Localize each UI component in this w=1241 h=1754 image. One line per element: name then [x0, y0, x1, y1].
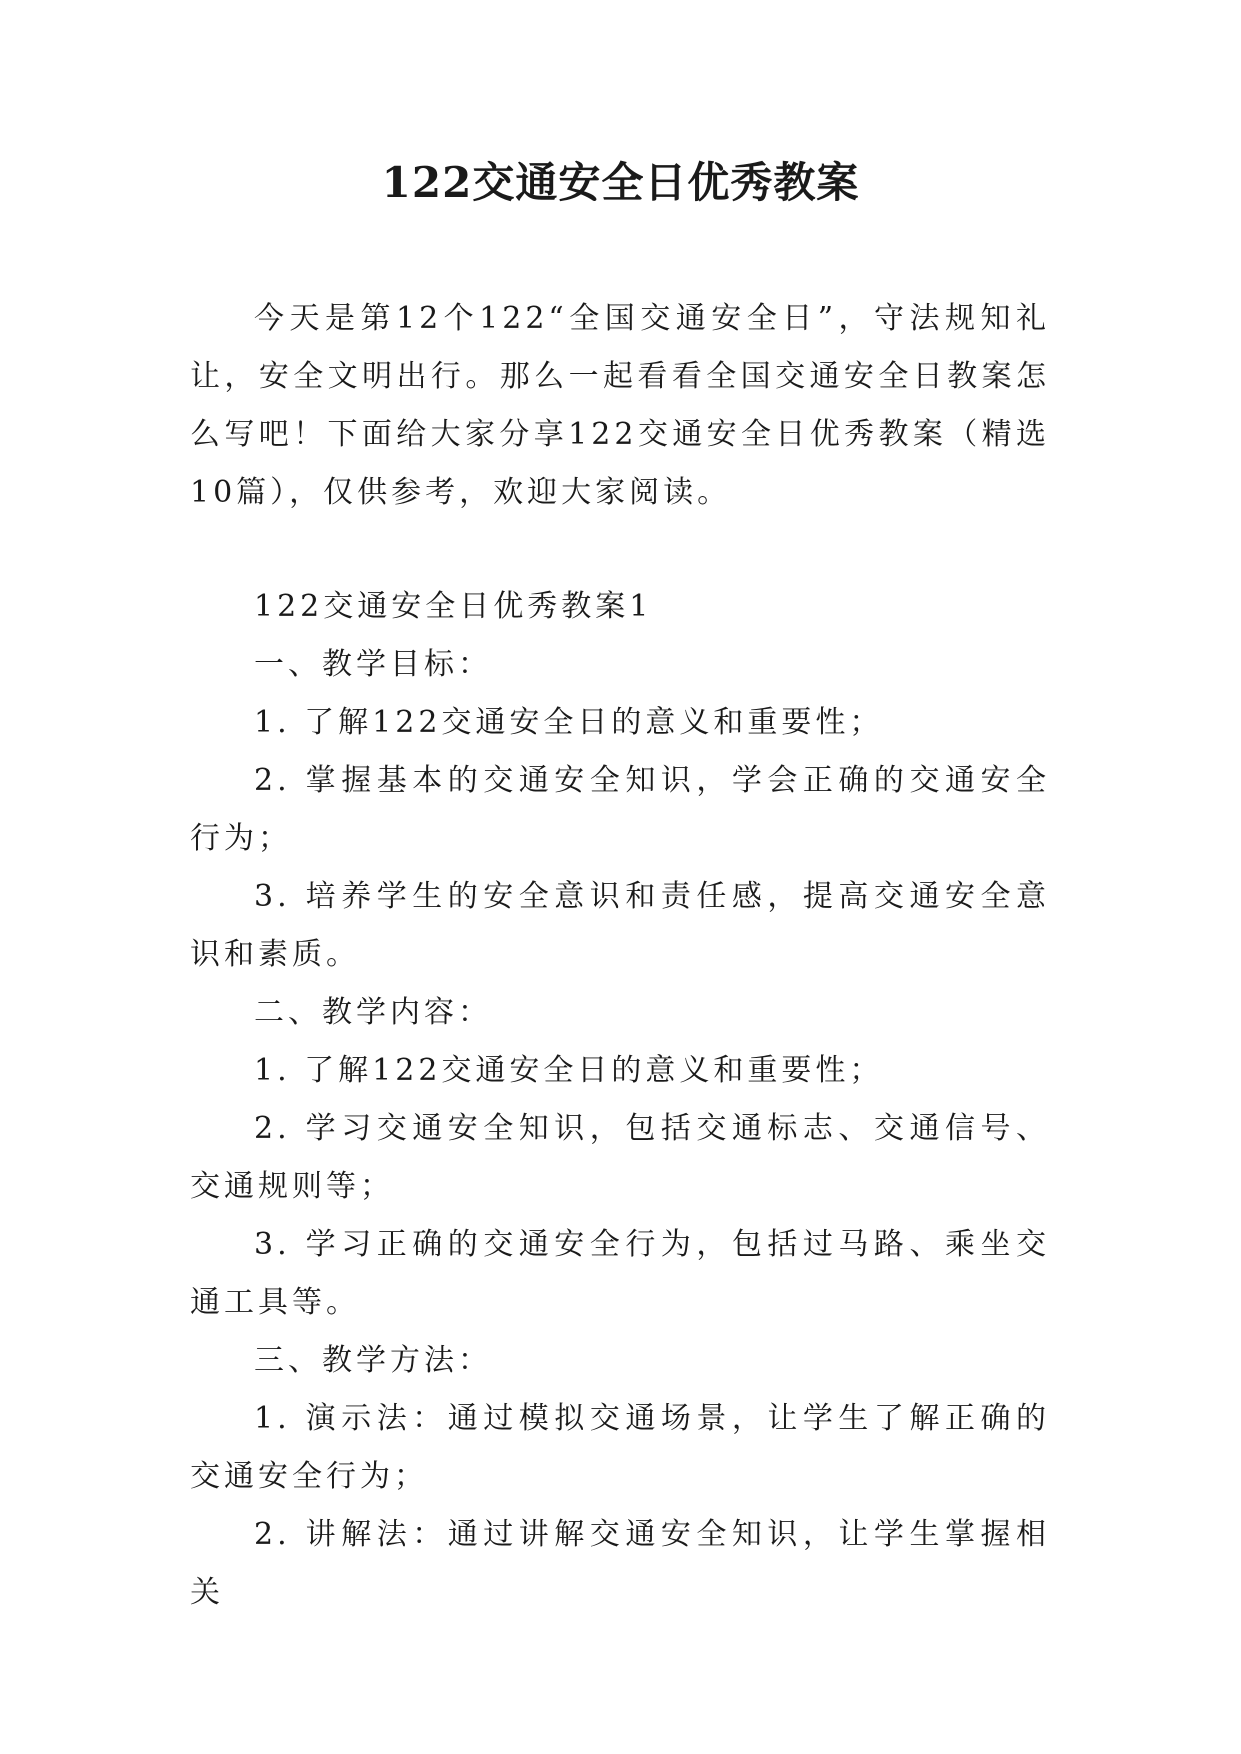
document-body	[190, 578, 1050, 1622]
list-item: 1. 了解122交通安全日的意义和重要性；	[254, 1053, 884, 1088]
list-item: 2. 讲解法：通过讲解交通安全知识，让学生掌握相关	[190, 1517, 1050, 1610]
list-item: 1. 演示法：通过模拟交通场景，让学生了解正确的交通安全行为；	[190, 1401, 1050, 1494]
subsection-heading: 一、教学目标：	[254, 647, 492, 682]
intro-paragraph: 今天是第12个122“全国交通安全日”，守法规知礼让，安全文明出行。那么一起看看全国交通安全日教案怎么写吧！下面给大家分享122交通安全日优秀教案（精选10篇），仅供参考，欢迎大家阅读。	[190, 301, 1050, 510]
list-item: 2. 学习交通安全知识，包括交通标志、交通信号、交通规则等；	[190, 1111, 1050, 1204]
list-item: 3. 培养学生的安全意识和责任感，提高交通安全意识和素质。	[190, 879, 1050, 972]
section-heading: 122交通安全日优秀教案1	[254, 589, 653, 624]
subsection-heading: 三、教学方法：	[254, 1343, 492, 1378]
list-item: 1. 了解122交通安全日的意义和重要性；	[254, 705, 884, 740]
list-item: 2. 掌握基本的交通安全知识，学会正确的交通安全行为；	[190, 763, 1050, 856]
list-item: 3. 学习正确的交通安全行为，包括过马路、乘坐交通工具等。	[190, 1227, 1050, 1320]
document-title: 122交通安全日优秀教案	[381, 158, 860, 207]
subsection-heading: 二、教学内容：	[254, 995, 492, 1030]
